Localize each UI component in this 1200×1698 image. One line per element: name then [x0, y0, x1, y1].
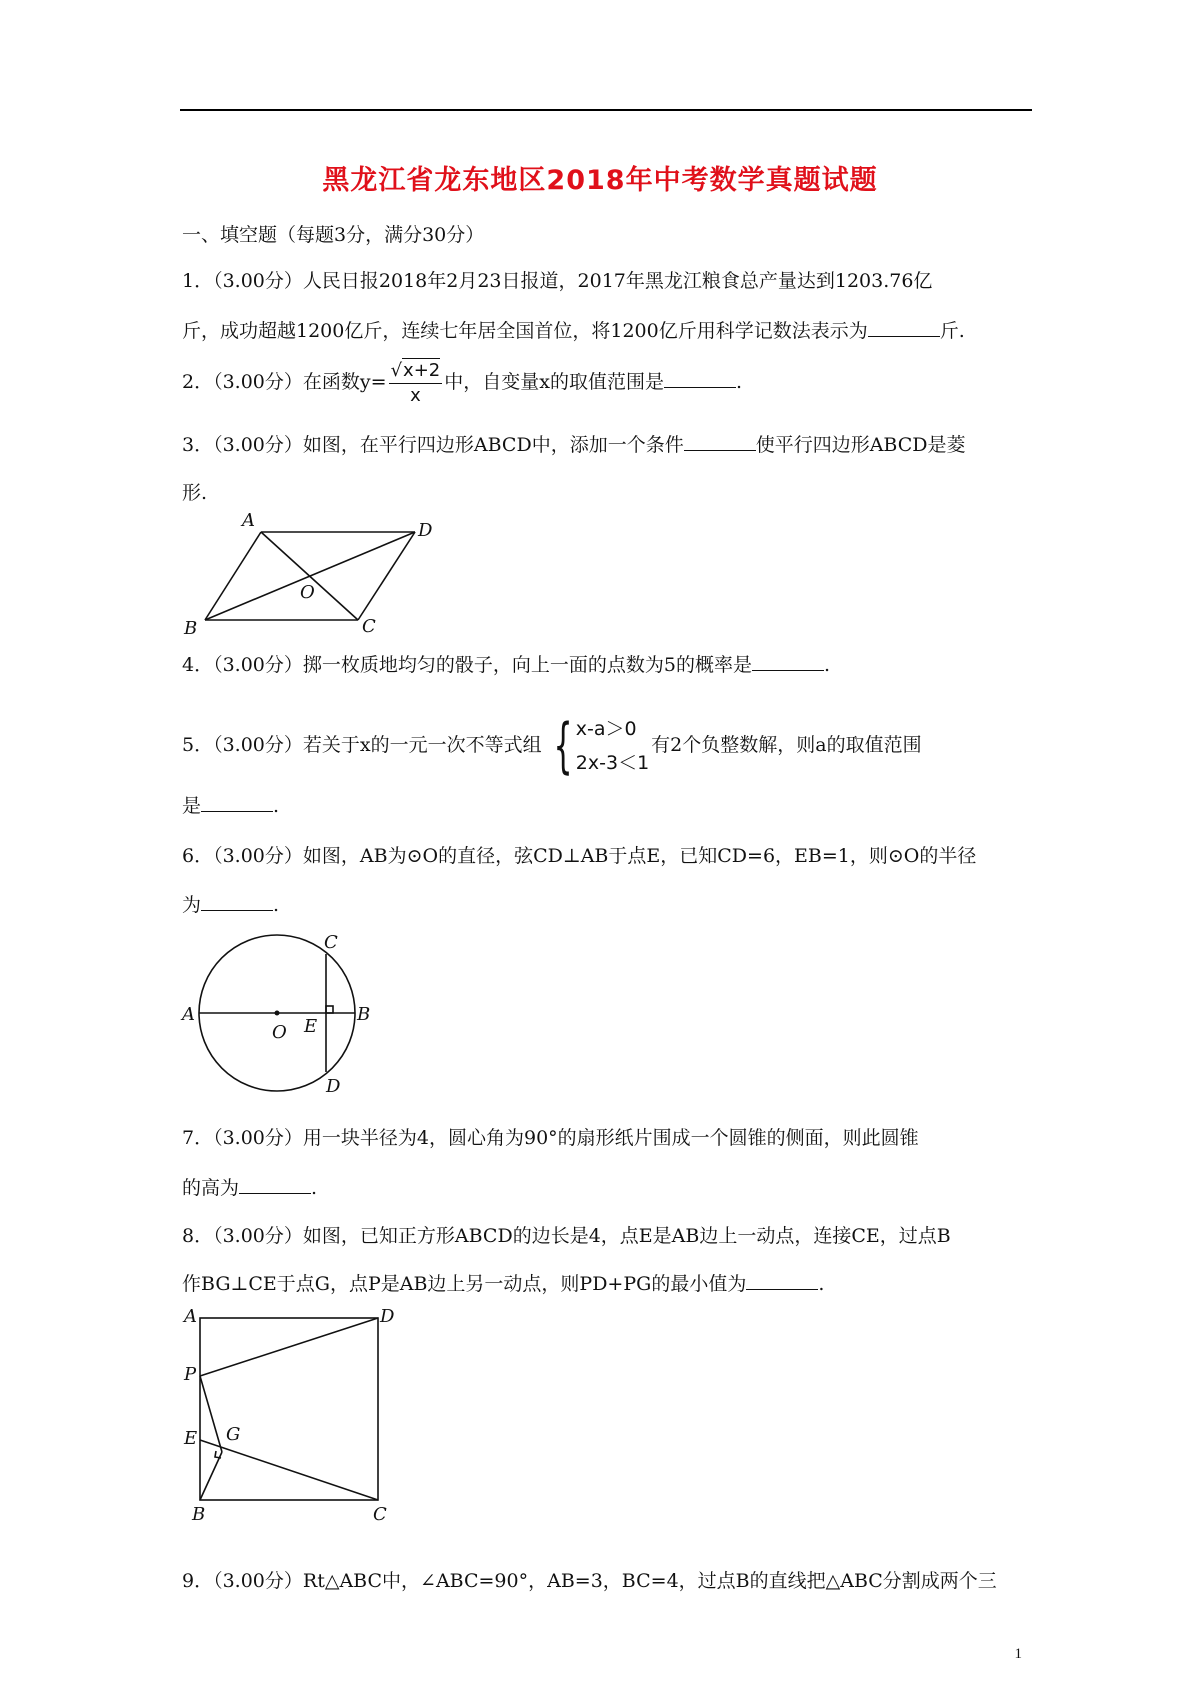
fraction-numerator: x+2: [403, 360, 441, 381]
question-3-line-2: 形.: [182, 482, 208, 504]
label-D: D: [380, 1306, 395, 1327]
question-4-end: .: [823, 654, 831, 676]
sqrt-symbol: √: [390, 360, 403, 381]
question-3-line-1: [182, 432, 966, 458]
label-A: A: [182, 1004, 195, 1025]
page-number: 1: [1014, 1646, 1022, 1662]
label-E: E: [304, 1016, 318, 1037]
question-2-suffix: 中，自变量x的取值范围是: [444, 371, 664, 393]
question-4: [182, 652, 830, 678]
question-8-line-1: 8．（3.00分）如图，已知正方形ABCD的边长是4，点E是AB边上一动点，连接CE，过点B: [182, 1225, 951, 1247]
question-7-line-1: 7．（3.00分）用一块半径为4，圆心角为90°的扇形纸片围成一个圆锥的侧面，则此圆锥: [182, 1127, 919, 1149]
question-6-line-2-text: 为: [182, 894, 202, 916]
question-6-end: .: [273, 894, 280, 916]
center-dot: [275, 1011, 280, 1016]
question-2-end: .: [735, 371, 742, 393]
question-7-end: .: [311, 1177, 318, 1199]
question-2: [182, 358, 742, 408]
question-1-unit: 斤.: [939, 320, 965, 342]
question-1-line-1: 1．（3.00分）人民日报2018年2月23日报道，2017年黑龙江粮食总产量达到1203.76亿: [182, 270, 933, 292]
fraction-denominator: x: [410, 385, 421, 406]
label-O: O: [272, 1022, 287, 1043]
inequality-system: [544, 712, 650, 780]
question-5-line-1: [182, 712, 922, 780]
section-heading: 一、填空题（每题3分，满分30分）: [182, 224, 485, 246]
question-8-line-2: [182, 1271, 824, 1297]
question-3-text: 3．（3.00分）如图，在平行四边形ABCD中，添加一个条件: [182, 434, 684, 456]
question-1-line-2: [182, 318, 965, 344]
question-5-line-2-text: 是: [182, 795, 202, 817]
question-5-suffix: 有2个负整数解，则a的取值范围: [651, 734, 922, 756]
label-E: E: [184, 1428, 198, 1449]
question-5-line-2: [182, 793, 279, 819]
question-5-prefix: 5．（3.00分）若关于x的一元一次不等式组: [182, 734, 542, 756]
question-8-end: .: [818, 1273, 825, 1295]
inequality-row-2: 2x-3＜1: [575, 752, 650, 774]
label-B: B: [192, 1504, 206, 1524]
question-6-line-2: [182, 892, 279, 918]
parallelogram-figure: [178, 508, 448, 638]
page-title: 黑龙江省龙东地区2018年中考数学真题试题: [322, 165, 878, 196]
label-D: D: [326, 1076, 341, 1097]
question-4-text: 4．（3.00分）掷一枚质地均匀的骰子，向上一面的点数为5的概率是: [182, 654, 752, 676]
answer-blank-6: [201, 892, 273, 911]
function-fraction: [389, 358, 443, 408]
question-1-text: 斤，成功超越1200亿斤，连续七年居全国首位，将1200亿斤用科学记数法表示为: [182, 320, 868, 342]
question-3-text-end: 使平行四边形ABCD是菱: [755, 434, 966, 456]
label-B: B: [184, 618, 198, 638]
answer-blank-7: [239, 1175, 311, 1194]
label-P: P: [184, 1364, 197, 1385]
label-G: G: [226, 1424, 241, 1445]
label-O: O: [300, 582, 315, 603]
circle-figure: [178, 930, 378, 1100]
label-D: D: [418, 520, 433, 541]
question-2-prefix: 2．（3.00分）在函数y=: [182, 371, 387, 393]
question-5-end: .: [273, 795, 280, 817]
question-9-line-1: 9．（3.00分）Rt△ABC中，∠ABC=90°，AB=3，BC=4，过点B的直线把△ABC分割成两个三: [182, 1570, 997, 1592]
label-C: C: [373, 1504, 387, 1524]
answer-blank-2: [664, 369, 736, 388]
inequality-row-1: x-a＞0: [575, 718, 637, 740]
answer-blank-8: [746, 1271, 818, 1290]
question-7-line-2-text: 的高为: [182, 1177, 240, 1199]
answer-blank-5: [201, 793, 273, 812]
label-B: B: [357, 1004, 371, 1025]
question-6-line-1: 6．（3.00分）如图，AB为⊙O的直径，弦CD⊥AB于点E，已知CD=6，EB=1，则⊙O的半径: [182, 845, 977, 867]
question-7-line-2: [182, 1175, 317, 1201]
label-A: A: [242, 510, 255, 531]
label-A: A: [184, 1306, 197, 1327]
answer-blank-4: [752, 652, 824, 671]
square-figure: [178, 1306, 408, 1524]
question-8-line-2-text: 作BG⊥CE于点G，点P是AB边上另一动点，则PD+PG的最小值为: [182, 1273, 747, 1295]
answer-blank-3: [684, 432, 756, 451]
answer-blank-1: [868, 318, 940, 337]
header-rule: [180, 109, 1032, 111]
label-C: C: [362, 616, 376, 637]
label-C: C: [324, 932, 338, 953]
left-brace: {: [553, 711, 573, 781]
